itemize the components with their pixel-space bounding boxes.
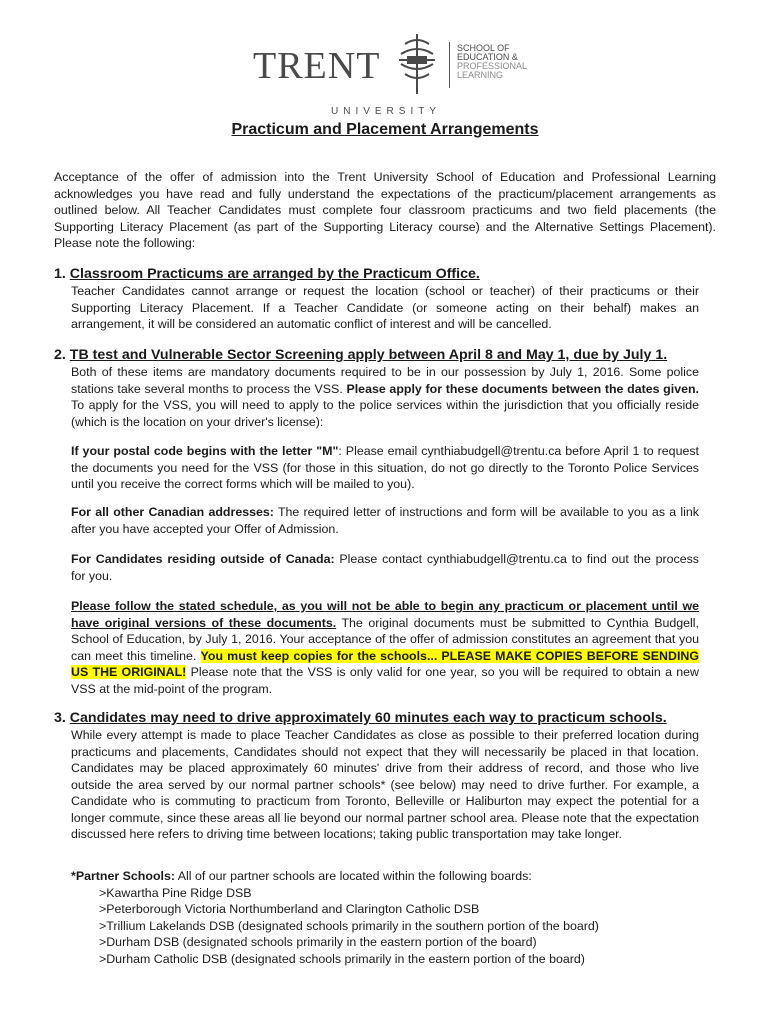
list-item: >Durham DSB (designated schools primarily in the eastern portion of the board) (99, 935, 537, 949)
section-2-body: Both of these items are mandatory documents required to be in our possession by July 1, 2016. Some police stations take several months to process the VSS. Please apply for these documents between the dates given. To apply for the VSS, you will need to apply to the police services within the jurisdiction that you officially reside (which is the location on your driver's license): (71, 365, 699, 429)
partner-schools-intro: *Partner Schools: All of our partner schools are located within the following boards: (71, 869, 532, 883)
logo-university-label: UNIVERSITY (331, 106, 442, 117)
section-3-body: While every attempt is made to place Teacher Candidates as close as possible to their preferred location during practicums and placements, Candidates should not expect that they will necessarily be placed in that location. Candidates may be placed approximately 60 minutes' drive from their address of record, and those who live outside the area served by our normal partner schools* (see below) may need to drive further. For example, a Candidate who is commuting to practicum from Toronto, Belleville or Haliburton may expect the potential for a longer commute, since these areas all lie beyond our normal partner school area. Please note that the expectation discussed here refers to driving time between locations; taking public transportation may take longer. (71, 728, 699, 841)
outside-canada-paragraph: For Candidates residing outside of Canada: Please contact cynthiabudgell@trentu.ca to find out the process for you. (71, 552, 700, 583)
page-title: Practicum and Placement Arrangements (231, 121, 539, 138)
list-item: >Durham Catholic DSB (designated schools primarily in the eastern portion of the board) (99, 951, 585, 966)
section-3-heading: 3. Candidates may need to drive approximately 60 minutes each way to practicum schools. (54, 710, 667, 726)
schedule-paragraph: Please follow the stated schedule, as you will not be able to begin any practicum or placement until we have original versions of these documents. The original documents must be submitted to Cynthia Budgell, School of Education, by July 1, 2016. Your acceptance of the offer of admission constitutes an agreement that you can meet this timeline. You must keep copies for the schools... PLEASE MAKE COPIES BEFORE SENDING US THE ORIGINAL! Please note that the VSS is only valid for one year, so you will be required to obtain a new VSS at the mid-point of the program. (71, 599, 699, 696)
section-1-heading: 1. Classroom Practicums are arranged by the Practicum Office. (54, 266, 480, 282)
logo-school-name: SCHOOL OF EDUCATION & PROFESSIONAL LEARNING (457, 43, 528, 80)
partner-schools-list (71, 868, 671, 967)
list-item: >Kawartha Pine Ridge DSB (99, 885, 252, 900)
section-1-body: Teacher Candidates cannot arrange or request the location (school or teacher) of their practicums or their Supporting Literacy Placement. If a Teacher Candidate (or someone acting on their behalf) makes an arrangement, it will be considered an automatic conflict of interest and will be cancelled. (71, 284, 699, 331)
trent-emblem-icon (395, 30, 439, 100)
logo-divider (449, 42, 450, 88)
logo-wordmark: TRENT (253, 45, 381, 87)
intro-paragraph: Acceptance of the offer of admission into the Trent University School of Education and Professional Learning acknowledges you have read and fully understand the expectations of the practicum/placement arrangements as outlined below. All Teacher Candidates must complete four classroom practicums and two field placements (the Supporting Literacy Placement (as part of the Supporting Literacy course) and the Alternative Settings Placement). Please note the following: (54, 170, 716, 250)
trent-university-logo (253, 26, 528, 117)
canadian-addresses-paragraph: For all other Canadian addresses: The required letter of instructions and form will be available to you as a link after you have accepted your Offer of Admission. (71, 505, 699, 536)
section-2-heading: 2. TB test and Vulnerable Sector Screening apply between April 8 and May 1, due by July 1. (54, 347, 668, 363)
list-item: >Peterborough Victoria Northumberland and Clarington Catholic DSB (99, 902, 480, 916)
highlighted-warning: You must keep copies for the schools... PLEASE MAKE COPIES BEFORE SENDING US THE ORIGINAL! (71, 648, 699, 679)
postal-code-m-paragraph: If your postal code begins with the letter "M": Please email cynthiabudgell@trentu.ca before April 1 to request the documents you need for the VSS (for those in this situation, do not go directly to the Toronto Police Services until you receive the correct forms which will be mailed to you). (71, 444, 699, 491)
list-item: >Trillium Lakelands DSB (designated schools primarily in the southern portion of the board) (99, 918, 599, 933)
